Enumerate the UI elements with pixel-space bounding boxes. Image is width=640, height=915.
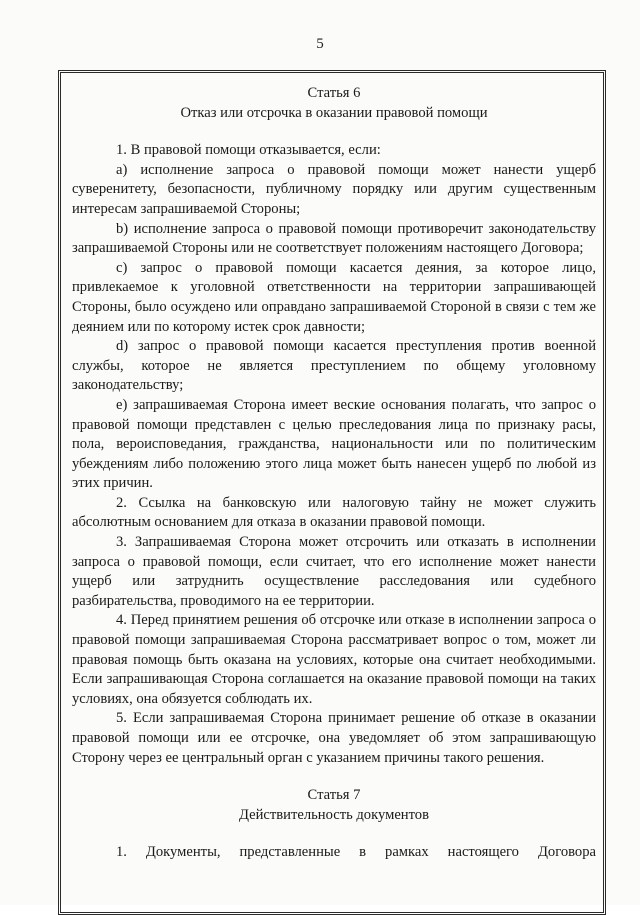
article-6-paragraph-5: 5. Если запрашиваемая Сторона принимает решение об отказе в оказании правовой помощи или ее отсрочке, она уведомляет об этом запрашивающую Сторону через ее центральный орган с указанием причины такого решения. [72,710,596,766]
article-7 [72,786,596,863]
article-6-subitem-e: e) запрашиваемая Сторона имеет веские основания полагать, что запрос о правовой помощи представлен с целью преследования лица по признаку расы, пола, вероисповедания, гражданства, национальности или по политическим убеждениям либо положению этого лица может быть нанесен ущерб по любой из этих причин. [72,396,596,492]
article-6-subitem-b: b) исполнение запроса о правовой помощи противоречит законодательству запрашиваемой Стороны или не соответствует положениям настоящего Договора; [72,220,596,257]
article-7-title: Действительность документов [238,806,429,823]
document-body [72,84,596,863]
article-6-paragraph-2: 2. Ссылка на банковскую или налоговую тайну не может служить абсолютным основанием для отказа в оказании правовой помощи. [72,494,596,531]
article-6-paragraph-3: 3. Запрашиваемая Сторона может отсрочить или отказать в исполнении запроса о правовой помощи, если считает, что его исполнение может нанести ущерб или затруднить осуществление расследования или судебного разбирательства, проводимого на ее территории. [72,534,596,609]
article-6-paragraph-1: 1. В правовой помощи отказывается, если: [116,142,381,159]
article-6-subitem-d: d) запрос о правовой помощи касается преступления против военной службы, которое не является преступлением по общему уголовному законодательству; [72,338,596,394]
article-6-subitem-c: c) запрос о правовой помощи касается деяния, за которое лицо, привлекаемое к уголовной ответственности на территории запрашивающей Стороны, было осуждено или оправдано запрашиваемой Стороной в связи с тем же деянием или по которому истек срок давности; [72,259,596,335]
article-7-paragraph-1: 1. Документы, представленные в рамках настоящего Договора [116,844,596,861]
section-spacer [72,768,596,786]
page-number: 5 [316,36,324,52]
article-6-title: Отказ или отсрочка в оказании правовой помощи [180,104,488,121]
article-6-heading: Статья 6 [307,85,361,101]
article-6 [72,84,596,768]
article-7-heading: Статья 7 [307,787,361,804]
article-6-subitem-a: a) исполнение запроса о правовой помощи может нанести ущерб суверенитету, безопасности, публичному порядку или другим существенным интересам запрашиваемой Стороны; [72,161,596,217]
article-6-paragraph-4: 4. Перед принятием решения об отсрочке или отказе в исполнении запроса о правовой помощи запрашиваемая Сторона рассматривает вопрос о том, может ли правовая помощь быть оказана на условиях, которые она считает необходимыми. Если запрашивающая Сторона соглашается на оказание правовой помощи на таких условиях, она обязуется соблюдать их. [72,612,596,707]
